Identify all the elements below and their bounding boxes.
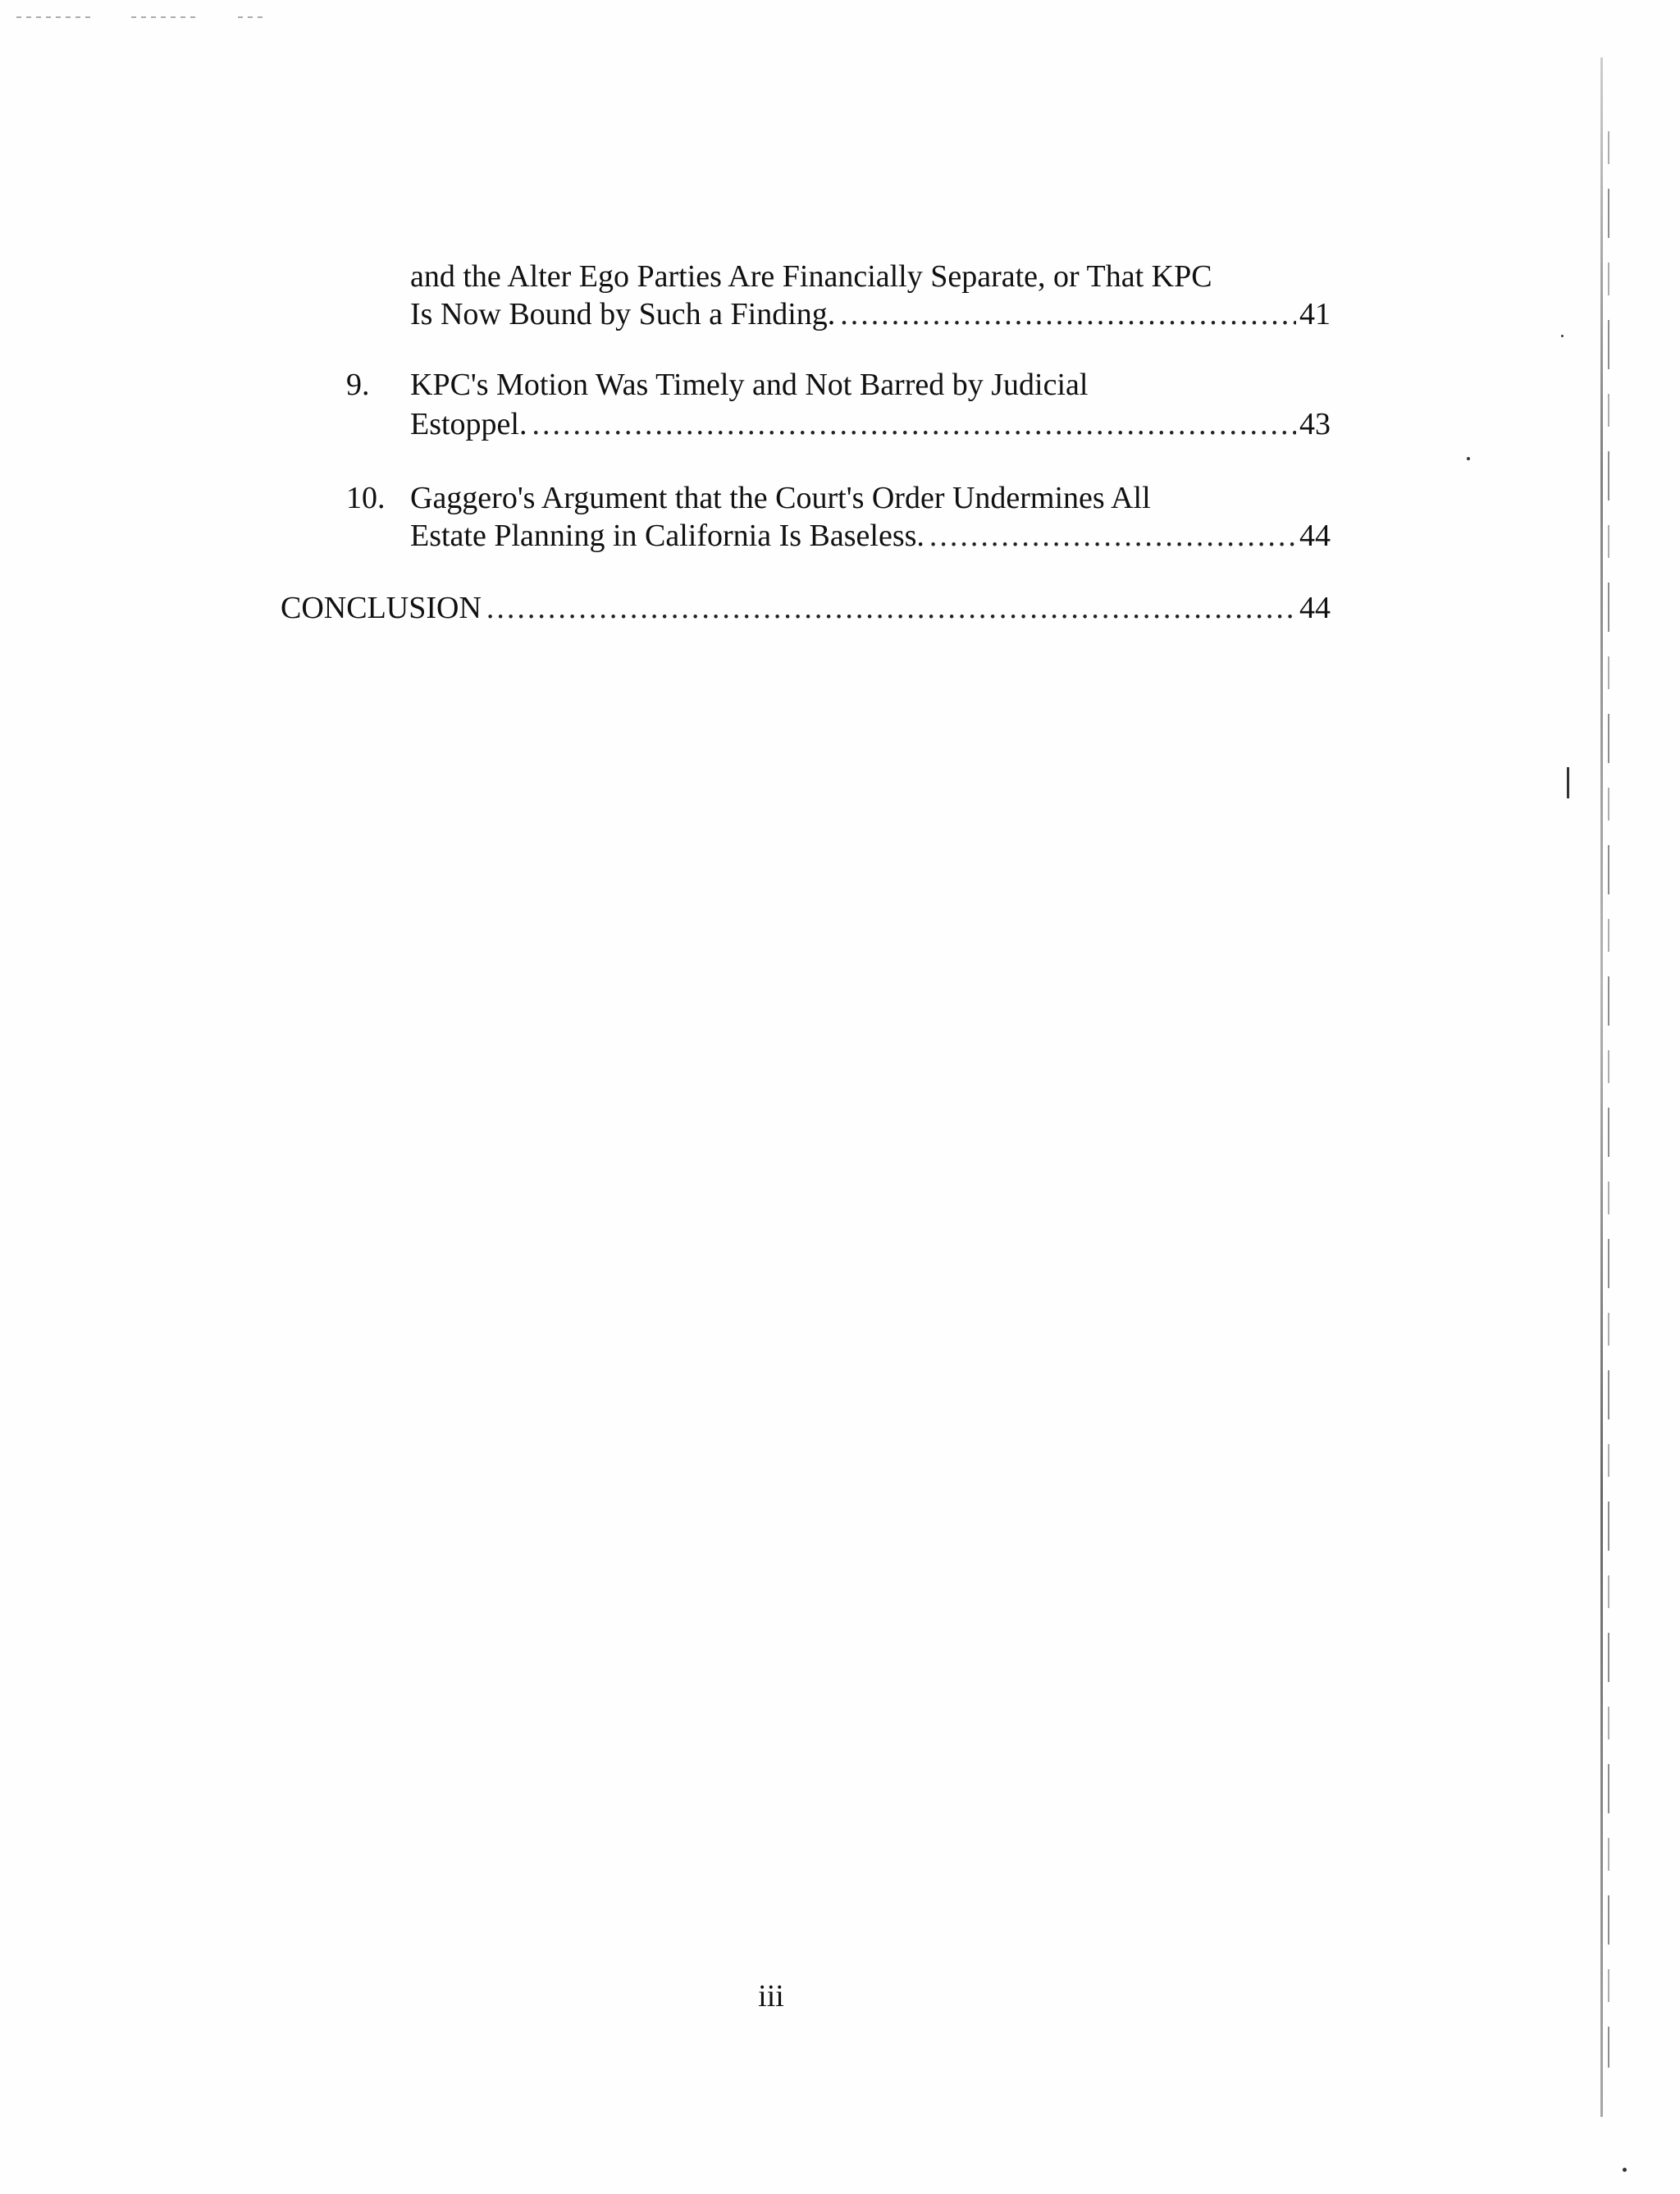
toc-entry-10-line-1: [410, 479, 1151, 517]
dot-leader: [929, 517, 1296, 555]
toc-page-number: 41: [1299, 297, 1331, 331]
toc-entry-10-line-2: [410, 517, 1331, 555]
toc-page-number: 44: [1299, 519, 1331, 553]
dot-leader: [486, 589, 1296, 627]
scan-artifact-mark: [1567, 767, 1569, 798]
scan-artifact-top-mid: [131, 16, 197, 18]
toc-entry-1-line-1: [410, 258, 1212, 295]
toc-entry-text: CONCLUSION: [281, 591, 482, 625]
scan-artifact-top-small: [238, 16, 262, 18]
toc-entry-conclusion: [281, 589, 1331, 627]
toc-entry-number: 9.: [346, 368, 370, 402]
dot-leader: [532, 405, 1296, 443]
toc-entry-text: KPC's Motion Was Timely and Not Barred by Judicial: [410, 368, 1089, 402]
toc-entry-text: Estoppel.: [410, 407, 527, 441]
toc-entry-1-line-2: [410, 295, 1331, 333]
scan-artifact-dot: [1467, 457, 1470, 460]
page-number-footer: iii: [758, 1979, 784, 2013]
toc-entry-text: and the Alter Ego Parties Are Financially Separate, or That KPC: [410, 259, 1212, 294]
dot-leader: [840, 295, 1296, 333]
toc-entry-9-line-2: [410, 405, 1331, 443]
scan-artifact-dot: [1561, 335, 1564, 337]
toc-page-number: 43: [1299, 407, 1331, 441]
toc-page-number: 44: [1299, 591, 1331, 625]
scan-artifact-top-left: [16, 16, 90, 18]
toc-entry-number: 10.: [346, 481, 386, 515]
scan-artifact-right-edge-inner: [1608, 131, 1609, 2068]
scan-artifact-right-edge: [1600, 57, 1603, 2117]
toc-entry-9-line-1: [410, 366, 1088, 404]
toc-entry-text: Gaggero's Argument that the Court's Order Undermines All: [410, 481, 1151, 515]
toc-entry-text: Estate Planning in California Is Baseless.: [410, 519, 924, 553]
toc-entry-text: Is Now Bound by Such a Finding.: [410, 297, 836, 331]
scan-artifact-dot: [1623, 2168, 1627, 2172]
